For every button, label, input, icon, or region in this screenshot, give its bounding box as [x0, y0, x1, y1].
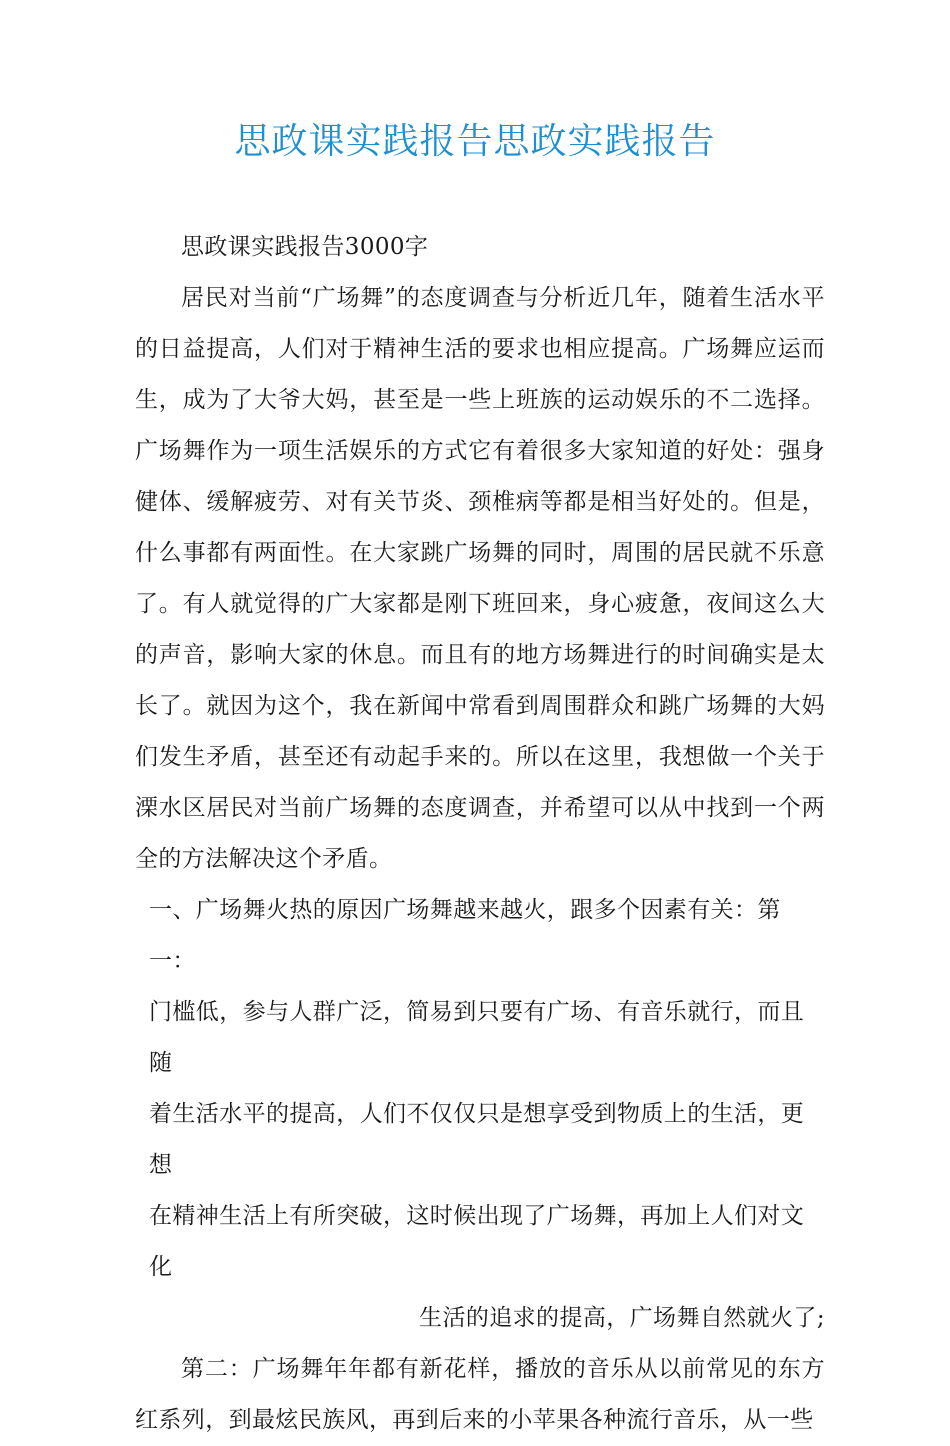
- document-subtitle: 思政课实践报告3000字: [181, 234, 429, 260]
- section-1-last-line: 生活的追求的提高，广场舞自然就火了;: [419, 1305, 825, 1331]
- document-body: [135, 222, 825, 1446]
- section-1-line: 门槛低，参与人群广泛，简易到只要有广场、有音乐就行，而且随: [149, 999, 805, 1076]
- section-1-line: 着生活水平的提高，人们不仅仅只是想享受到物质上的生活，更想: [149, 1101, 805, 1178]
- section-1: [135, 885, 825, 1344]
- paragraph-2: 第二：广场舞年年都有新花样，播放的音乐从以前常见的东方红系列，到最炫民族风，再到后来的小苹果各种流行音乐，从一些: [135, 1356, 825, 1433]
- paragraph-1: 居民对当前“广场舞”的态度调查与分析近几年，随着生活水平的日益提高，人们对于精神生活的要求也相应提高。广场舞应运而生，成为了大爷大妈，甚至是一些上班族的运动娱乐的不二选择。广场舞作为一项生活娱乐的方式它有着很多大家知道的好处：强身健体、缓解疲劳、对有关节炎、颈椎病等都是相当好处的。但是，什么事都有两面性。在大家跳广场舞的同时，周围的居民就不乐意了。有人就觉得的广大家都是刚下班回来，身心疲惫，夜间这么大的声音，影响大家的休息。而且有的地方场舞进行的时间确实是太长了。就因为这个，我在新闻中常看到周围群众和跳广场舞的大妈们发生矛盾，甚至还有动起手来的。所以在这里，我想做一个关于溧水区居民对当前广场舞的态度调查，并希望可以从中找到一个两全的方法解决这个矛盾。: [135, 285, 825, 872]
- section-1-lead: 一、广场舞火热的原因广场舞越来越火，跟多个因素有关：第一：: [149, 897, 781, 974]
- section-1-line: 在精神生活上有所突破，这时候出现了广场舞，再加上人们对文化: [149, 1203, 805, 1280]
- document-title: 思政课实践报告思政实践报告: [234, 121, 716, 162]
